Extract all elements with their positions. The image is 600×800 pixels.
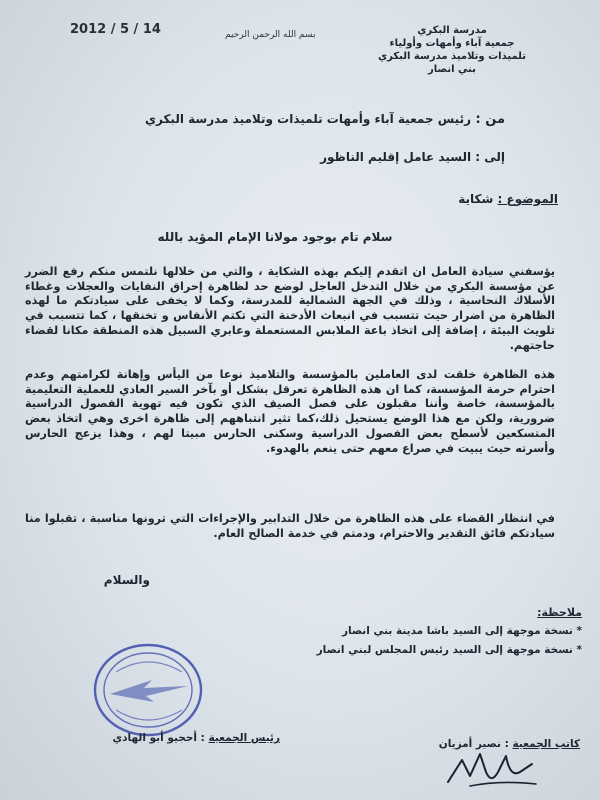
greeting: سلام تام بوجود مولانا الإمام المؤيد بالله <box>157 230 393 244</box>
handwritten-signature <box>440 742 550 792</box>
from-line <box>65 112 505 127</box>
town-name: بني انصار <box>428 64 476 75</box>
subject-line <box>228 192 558 206</box>
association-name-line1: جمعية آباء وأمهات وأولياء <box>389 38 515 49</box>
note-item: * نسخة موجهة إلى السيد باشا مدينة بني انصار <box>341 625 582 637</box>
letter-date: 2012 / 5 / 14 <box>70 22 161 37</box>
president-label: رئيس الجمعية <box>208 732 280 744</box>
closing-salutation: والسلام <box>103 573 150 587</box>
from-label: من : <box>471 112 505 127</box>
to-line <box>145 150 505 164</box>
body-paragraph-1: يؤسفني سيادة العامل ان اتقدم إليكم بهذه الشكاية ، والتي من خلالها نلتمس منكم رفع الضرر عن مؤسسة البكري من خلال التدخل العاجل لوضع حد لظاهرة إحراق النفايات والعجلات وغطاء الأسلاك النحاسية ، وذلك في الجهة الشمالية للمدرسة، وكما لا يخفى على سيادتكم ما لهذه الظاهرة من اضرار حيث تتسبب في انبعاث الأدخنة التي تكتم الأنفاس و تخنقها ، كما تتسبب في تلويث البيئة ، إضافة إلى اتخاذ باعة الملابس المستعملة وعابري السبيل هذه المنطقة مكانا لقضاء حاجتهم. <box>25 265 555 352</box>
writer-label: كاتب الجمعية <box>512 738 580 750</box>
association-stamp <box>92 642 204 738</box>
body-paragraph-3: في انتظار القضاء على هذه الظاهرة من خلال التدابير والإجراءات التي ترونها مناسبة ، تقبلوا منا سيادتكم فائق التقدير والاحترام، ودمتم في خدمة الصالح العام. <box>25 512 555 540</box>
president-name: : أحجيو أبو الهادي <box>112 732 205 744</box>
subject-text: شكاية <box>458 192 498 206</box>
body-paragraph-2: هذه الظاهرة خلقت لدى العاملين بالمؤسسة والتلاميذ نوعا من اليأس وإهانة لكرامتهم وعدم احترام حرمة المؤسسة، كما ان هذه الظاهرة تعرقل بشكل أو بآخر السير العادي للعملية التعليمية بالمؤسسة، خاصة وأننا مقبلون على فصل الصيف الذي تكون فيه تهوية الفصول الدراسية ضرورية، ولكن مع هذا الوضع يستحيل ذلك،كما تثير انتباههم إلى ظاهرة اخرى وهي اتخاذ بعض المتسكعين لأسطح بعض الفصول الدراسية وسكنى الحارس مبيتا لهم ، وهذا يزعج الحارس وأسرته حيث يبيت في صراع معهم حتى ينعم بالهدوء. <box>25 368 555 455</box>
school-name: مدرسة البكري <box>417 25 487 36</box>
notes-label: ملاحظة: <box>537 606 582 619</box>
note-item: * نسخة موجهة إلى السيد رئيس المجلس لبني انصار <box>316 644 582 656</box>
basmala-heading: بسم الله الرحمن الرحيم <box>225 30 316 40</box>
from-text: رئيس جمعية آباء وأمهات تلميذات وتلاميذ مدرسة البكري <box>144 112 471 126</box>
sender-header <box>352 24 552 76</box>
to-text: السيد عامل إقليم الناظور <box>320 150 472 164</box>
subject-label: الموضوع : <box>497 192 558 206</box>
president-signature-block <box>100 732 280 744</box>
to-label: إلى : <box>471 150 505 164</box>
writer-name: : نصير أمزيان <box>438 738 509 750</box>
association-name-line2: تلميذات وتلاميذ مدرسة البكري <box>377 51 527 62</box>
